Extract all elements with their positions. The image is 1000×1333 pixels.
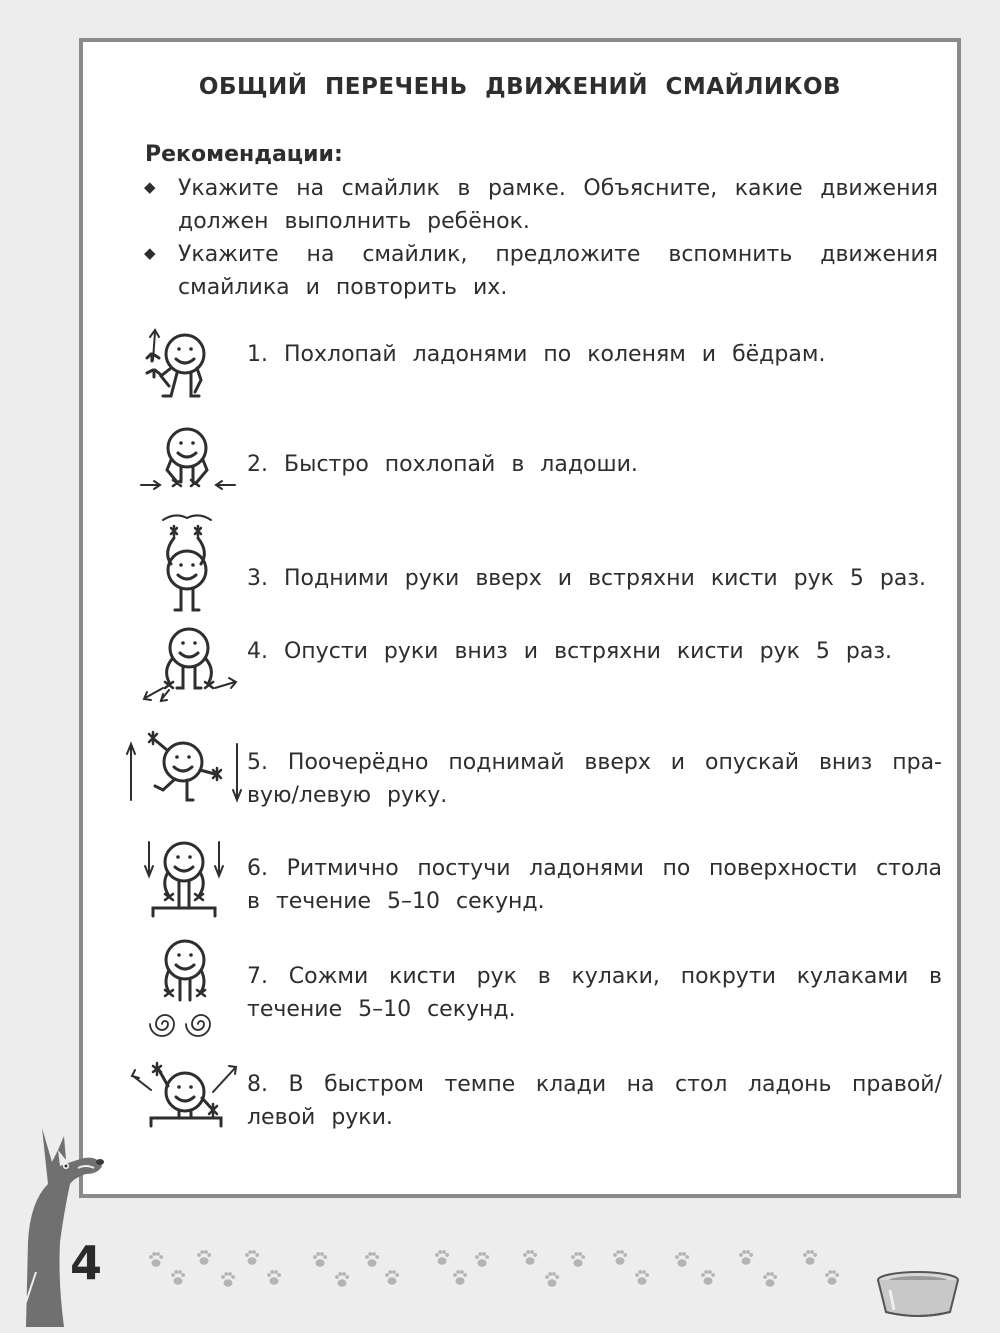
exercise-3: 3. Подними руки вверх и встряхни кисти рук 5 раз. <box>247 566 927 591</box>
smiley-palm-on-table-icon <box>129 1058 239 1130</box>
paw-print-trail <box>142 1244 862 1302</box>
smiley-hands-up-icon <box>157 512 217 618</box>
paw-print-icon <box>385 1270 399 1285</box>
paw-print-icon <box>803 1250 817 1265</box>
recommendation-text: Укажите на смайлик, предложите вспомнить движения смайлика и повторить их. <box>178 242 938 300</box>
paw-print-icon <box>267 1270 281 1285</box>
paw-print-icon <box>675 1252 689 1267</box>
exercise-1: 1. Похлопай ладонями по коленям и бёдрам. <box>247 342 826 367</box>
paw-print-icon <box>825 1270 839 1285</box>
exercise-4: 4. Опусти руки вниз и встряхни кисти рук 5 раз. <box>247 639 893 664</box>
exercise-7: 7. Сожми кисти рук в кулаки, покрути кулаками в течение 5–10 секунд. <box>247 964 942 1022</box>
paw-print-icon <box>245 1250 259 1265</box>
dog-icon <box>8 1122 108 1331</box>
paw-print-icon <box>365 1252 379 1267</box>
recommendations-heading: Рекомендации: <box>145 142 343 167</box>
exercise-2: 2. Быстро похлопай в ладоши. <box>247 452 638 477</box>
exercise-5: 5. Поочерёдно поднимай вверх и опускай вниз пра- вую/левую руку. <box>247 750 942 808</box>
paw-print-icon <box>335 1272 349 1287</box>
paw-print-icon <box>171 1270 185 1285</box>
paw-print-icon <box>313 1252 327 1267</box>
paw-print-icon <box>545 1272 559 1287</box>
page-number: 4 <box>70 1236 103 1290</box>
page-title: ОБЩИЙ ПЕРЕЧЕНЬ ДВИЖЕНИЙ СМАЙЛИКОВ <box>198 74 842 100</box>
paw-print-icon <box>197 1250 211 1265</box>
paw-print-icon <box>613 1250 627 1265</box>
paw-print-icon <box>221 1272 235 1287</box>
smiley-clap-hands-icon <box>137 426 241 496</box>
paw-print-icon <box>523 1250 537 1265</box>
paw-print-icon <box>635 1270 649 1285</box>
paw-print-icon <box>739 1250 753 1265</box>
bullet-diamond-icon: ◆ <box>144 178 156 196</box>
smiley-rotate-fists-icon <box>139 936 229 1044</box>
smiley-hands-down-icon <box>139 626 241 704</box>
recommendation-item <box>144 172 938 238</box>
content-frame <box>79 38 961 1198</box>
paw-print-icon <box>763 1272 777 1287</box>
paw-print-icon <box>453 1270 467 1285</box>
paw-print-icon <box>701 1270 715 1285</box>
smiley-alternate-arms-icon <box>125 726 243 806</box>
paw-print-icon <box>435 1250 449 1265</box>
smiley-tap-table-icon <box>141 838 227 922</box>
exercise-6: 6. Ритмично постучи ладонями по поверхности стола в течение 5–10 секунд. <box>247 856 942 914</box>
paw-print-icon <box>475 1252 489 1267</box>
paw-print-icon <box>149 1252 163 1267</box>
bullet-diamond-icon: ◆ <box>144 244 156 262</box>
recommendation-text: Укажите на смайлик в рамке. Объясните, какие движения должен выполнить ребёнок. <box>178 176 938 234</box>
exercise-8: 8. В быстром темпе клади на стол ладонь правой/ левой руки. <box>247 1072 942 1130</box>
pet-bowl-icon <box>870 1268 970 1324</box>
recommendation-item <box>144 238 938 304</box>
smiley-clap-knees-icon <box>141 324 221 406</box>
paw-print-icon <box>571 1252 585 1267</box>
